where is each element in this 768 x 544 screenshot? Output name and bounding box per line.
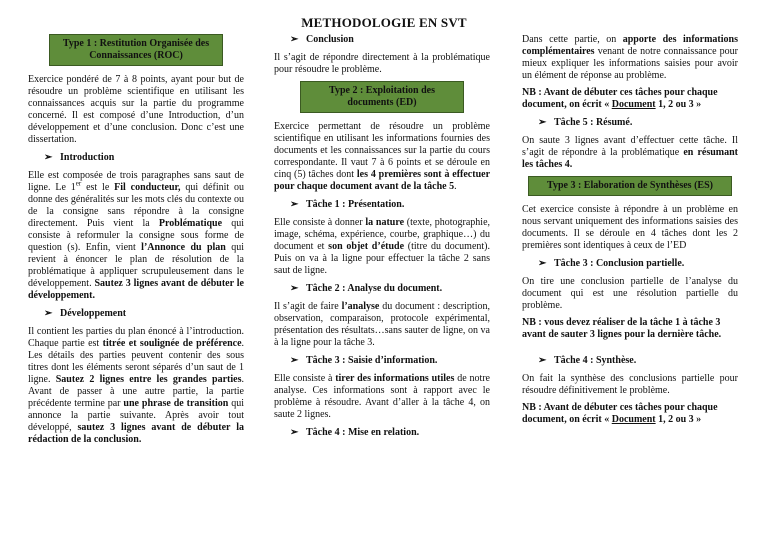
ed-intro-paragraph: Exercice permettant de résoudre un problème scientifique en utilisant les informations fournies des documents et les connaissances sur la partie du cours correspondante. Il vaut 7 à 6 points et se déroule en cinq (5) tâches dont les 4 premières sont à effectuer pour chaque document avant de la tâche 5.	[274, 121, 491, 192]
heading-tache-4	[290, 427, 490, 439]
arrow-bullet-icon: ➢	[290, 355, 299, 366]
column-left	[28, 30, 244, 451]
heading-text: Tâche 2 : Analyse du document.	[306, 283, 443, 294]
heading-text: Tâche 3 : Saisie d’information.	[306, 355, 438, 366]
heading-developpement	[44, 308, 244, 320]
arrow-bullet-icon: ➢	[44, 152, 53, 163]
tache-1-paragraph: Elle consiste à donner la nature (texte, photographie, image, schéma, expérience, courbe, graphique…) du document et son objet d’étude (titre du document). Puis on va à la ligne pour effectuer la tâche 2 sans saut de ligne.	[274, 217, 491, 276]
arrow-bullet-icon: ➢	[290, 34, 299, 45]
heading-tache-1	[290, 199, 490, 211]
heading-text: Tâche 4 : Synthèse.	[554, 355, 637, 366]
arrow-bullet-icon: ➢	[290, 199, 299, 210]
section-box-roc: Type 1 : Restitution Organisée des Connaissances (ROC)	[49, 34, 223, 66]
page-title: METHODOLOGIE EN SVT	[301, 15, 467, 30]
heading-tache-2	[290, 283, 490, 295]
heading-text: Tâche 3 : Conclusion partielle.	[554, 258, 685, 269]
heading-text: Développement	[60, 308, 127, 319]
developpement-paragraph: Il contient les parties du plan énoncé à l’introduction. Chaque partie est titrée et soulignée de préférence. Les détails des parties peuvent contenir des sous titres dont les éléments seront séparés d’un saut de 1 ligne. Sautez 2 lignes entre les grandes parties. Avant de passer à une autre partie, la partie précédente termine par une phrase de transition qui annonce la partie suivante. Après avoir tout développé, sautez 3 lignes avant de débuter la rédaction de la conclusion.	[28, 326, 245, 445]
heading-conclusion	[290, 34, 490, 46]
heading-tache-5	[538, 117, 738, 129]
arrow-bullet-icon: ➢	[290, 427, 299, 438]
heading-tache-3	[290, 355, 490, 367]
heading-text: Tâche 5 : Résumé.	[554, 117, 633, 128]
es-tache-4-paragraph: On fait la synthèse des conclusions partielle pour résoudre définitivement le problème.	[522, 373, 738, 396]
introduction-paragraph: Elle est composée de trois paragraphes sans saut de ligne. Le 1er est le Fil conducteur, qui définit ou donne des généralités sur les mots clés du contexte ou de la consigne sans répondre à la consigne directement. Puis vient la Problématique qui consiste à reformuler la consigne sous forme de question (s). Enfin, vient l’Annonce du plan qui revient à énoncer le plan de résolution de la problématique à appliquer scrupuleusement dans le développement. Sautez 3 lignes avant de débuter le développement.	[28, 170, 245, 301]
column-right	[522, 34, 738, 431]
arrow-bullet-icon: ➢	[538, 258, 547, 269]
es-tache-3-paragraph: On tire une conclusion partielle de l’analyse du document qui est une résolution partielle du problème.	[522, 276, 738, 311]
nb-note-ed: NB : Avant de débuter ces tâches pour chaque document, on écrit « Document 1, 2 ou 3 »	[522, 87, 718, 110]
tache-3-paragraph: Elle consiste à tirer des informations utiles de notre analyse. Ces informations sont à rapport avec le problème à résoudre. Avant d’aller à la tâche 4, on saute 2 lignes.	[274, 373, 490, 420]
heading-es-tache-4	[538, 355, 738, 367]
heading-introduction	[44, 152, 244, 164]
section-box-es: Type 3 : Elaboration de Synthèses (ES)	[528, 176, 732, 196]
conclusion-paragraph: Il s’agit de répondre directement à la problématique pour résoudre le problème.	[274, 52, 490, 75]
heading-text: Tâche 4 : Mise en relation.	[306, 427, 420, 438]
tache-2-paragraph: Il s’agit de faire l’analyse du document : description, observation, comparaison, protocole expérimental, présentation des résultats…sans sauter de ligne, on va à la ligne pour la tâche 3.	[274, 301, 490, 348]
nb-note-es: NB : vous devez réaliser de la tâche 1 à tâche 3 avant de sauter 3 lignes pour la dernière tâche.	[522, 317, 722, 340]
section-box-ed: Type 2 : Exploitation des documents (ED)	[300, 81, 464, 113]
heading-text: Tâche 1 : Présentation.	[306, 199, 405, 210]
arrow-bullet-icon: ➢	[538, 355, 547, 366]
column-middle	[274, 34, 490, 445]
nb-note-es-document: NB : Avant de débuter ces tâches pour chaque document, on écrit « Document 1, 2 ou 3 »	[522, 402, 718, 425]
tache-5-paragraph: On saute 3 lignes avant d’effectuer cette tâche. Il s’agit de répondre à la problématique en résumant les tâches 4.	[522, 135, 738, 170]
roc-intro-paragraph: Exercice pondéré de 7 à 8 points, ayant pour but de résoudre un problème scientifique en utilisant les connaissances acquis sur la partie du programme concerné. Il est composé d’une Introduction, d’un développement et d’une conclusion. Donc c’est une dissertation.	[28, 74, 244, 145]
arrow-bullet-icon: ➢	[44, 308, 53, 319]
heading-text: Conclusion	[306, 34, 354, 45]
heading-text: Introduction	[60, 152, 115, 163]
mise-en-relation-paragraph: Dans cette partie, on apporte des informations complémentaires venant de notre connaissance pour mieux expliquer les informations saisies pour avoir un élément de réponse au problème.	[522, 34, 738, 81]
heading-es-tache-3	[538, 258, 738, 270]
arrow-bullet-icon: ➢	[538, 117, 547, 128]
es-intro-paragraph: Cet exercice consiste à répondre à un problème en nous servant uniquement des informations saisies des documents. Il se déroule en 4 tâches dont les 2 premières sont identiques à ceux de l’ED	[522, 204, 738, 251]
arrow-bullet-icon: ➢	[290, 283, 299, 294]
